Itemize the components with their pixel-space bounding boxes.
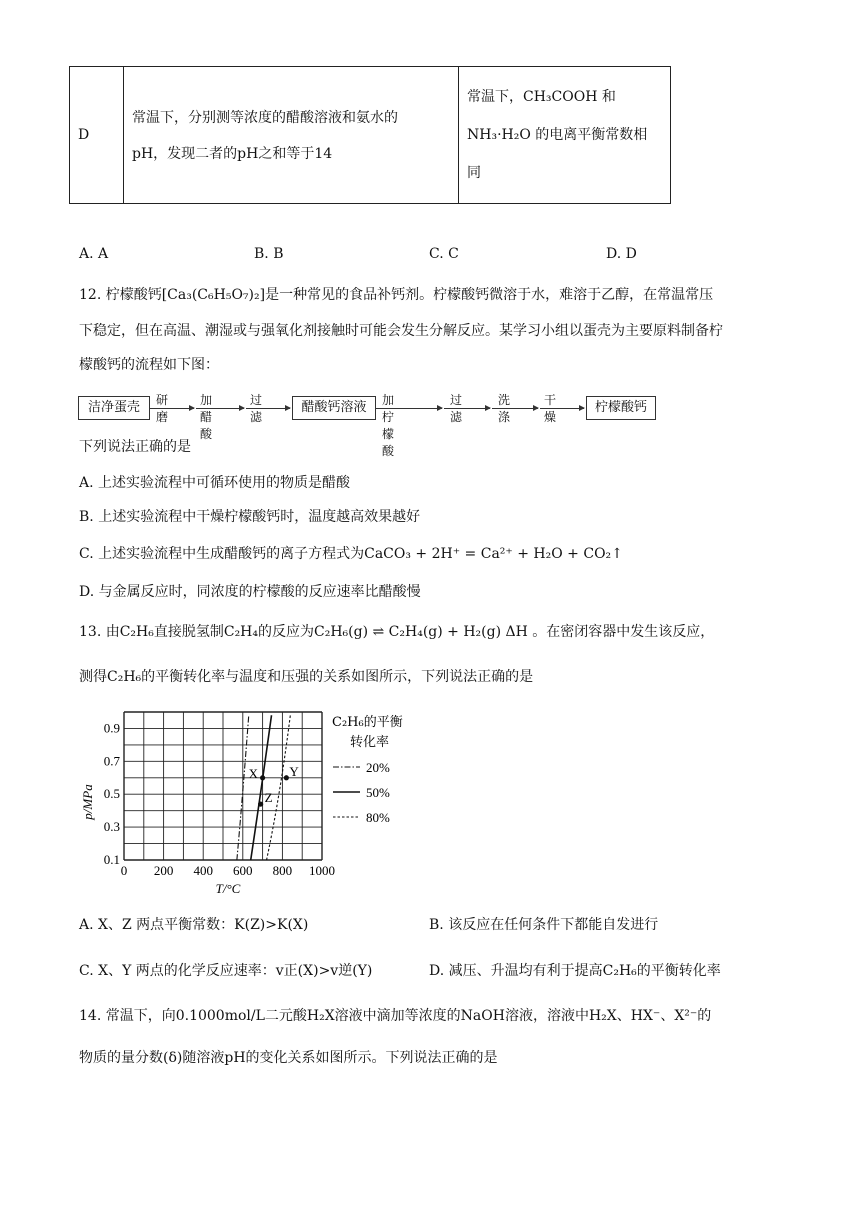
q13-option-d[interactable]: D. 减压、升温均有利于提高C₂H₆的平衡转化率 [429, 963, 721, 979]
y-tick-label: 0.9 [103, 720, 120, 736]
flow-box-eggshell: 洁净蛋壳 [78, 396, 150, 420]
x-axis-label: T/°C [215, 881, 241, 896]
flow-step-filter2: 过滤 [450, 393, 463, 424]
q12-stem-line1: 12. 柠檬酸钙[Ca₃(C₆H₅O₇)₂]是一种常见的食品补钙剂。柠檬酸钙微溶于水，难溶于乙醇，在常温常压 [79, 287, 714, 303]
flow-step-add-acetic: 加醋酸 [200, 393, 213, 441]
q14-stem-line2: 物质的量分数(δ)随溶液pH的变化关系如图所示。下列说法正确的是 [79, 1050, 498, 1066]
q12-stem-line3: 檬酸钙的流程如下图： [79, 357, 219, 373]
q13-option-c[interactable]: C. X、Y 两点的化学反应速率：v正(X)>v逆(Y) [79, 963, 373, 979]
options-table [69, 66, 671, 204]
point-Y [284, 775, 289, 780]
q13-stem-line1: 13. 由C₂H₆直接脱氢制C₂H₄的反应为C₂H₆(g) ⇌ C₂H₄(g) + H₂(g) ΔH 。在密闭容器中发生该反应， [79, 624, 715, 640]
x-tick-label: 800 [272, 863, 293, 878]
y-tick-label: 0.3 [103, 819, 120, 835]
q11-option-a[interactable]: A. A [79, 246, 109, 262]
row-label: D [70, 67, 124, 204]
legend-label: 80% [366, 810, 390, 825]
flow-step-dry: 干燥 [544, 393, 557, 424]
flow-step-add-citric: 加柠檬酸 [382, 393, 395, 458]
y-tick-label: 0.1 [103, 852, 120, 867]
q12-stem-line2: 下稳定，但在高温、潮湿或与强氧化剂接触时可能会发生分解反应。某学习小组以蛋壳为主要原料制备柠 [79, 323, 723, 339]
arrow-icon [246, 408, 290, 409]
chart-grid [124, 712, 322, 860]
point-X [260, 775, 265, 780]
chart-points [249, 764, 300, 807]
arrow-icon [492, 408, 538, 409]
q13-stem-line2: 测得C₂H₆的平衡转化率与温度和压强的关系如图所示，下列说法正确的是 [79, 669, 534, 685]
arrow-icon [444, 408, 490, 409]
arrow-icon [540, 408, 584, 409]
q12-prompt: 下列说法正确的是 [79, 439, 191, 455]
chart-legend [332, 715, 403, 825]
q11-option-d[interactable]: D. D [606, 246, 637, 262]
y-tick-label: 0.5 [103, 786, 120, 802]
x-tick-label: 200 [153, 863, 174, 878]
point-label: Z [264, 790, 273, 806]
q12-option-a[interactable]: A. 上述实验流程中可循环使用的物质是醋酸 [79, 475, 351, 491]
arrow-icon [196, 408, 244, 409]
flow-step-wash: 洗涤 [498, 393, 511, 424]
conclusion-line2: NH₃·H₂O 的电离平衡常数相 [467, 127, 648, 143]
legend-title-line1: C₂H₆的平衡 [332, 715, 403, 730]
q11-option-b[interactable]: B. B [254, 246, 284, 262]
flow-step-filter1: 过滤 [250, 393, 263, 424]
q14-stem-line1: 14. 常温下，向0.1000mol/L二元酸H₂X溶液中滴加等浓度的NaOH溶液，溶液中H₂X、HX⁻、X²⁻的 [79, 1008, 712, 1024]
conclusion-line3: 同 [467, 165, 481, 181]
conclusion-line1: 常温下，CH₃COOH 和 [467, 89, 616, 105]
point-Z [258, 801, 263, 806]
q13-option-a[interactable]: A. X、Z 两点平衡常数：K(Z)>K(X) [79, 917, 309, 933]
legend-label: 50% [366, 785, 390, 800]
arrow-icon [150, 408, 194, 409]
x-tick-label: 400 [193, 863, 213, 878]
legend-label: 20% [366, 760, 390, 775]
x-tick-label: 600 [233, 863, 253, 878]
y-tick-label: 0.7 [103, 753, 120, 769]
q13-option-b[interactable]: B. 该反应在任何条件下都能自发进行 [429, 917, 659, 933]
x-tick-label: 1000 [309, 863, 335, 878]
operation-cell [124, 67, 459, 204]
chart-ticks [104, 720, 335, 878]
series-curve-50% [248, 715, 272, 860]
conclusion-cell [459, 67, 671, 204]
y-axis-label: p/MPa [80, 784, 95, 820]
flow-box-calcium-acetate: 醋酸钙溶液 [292, 396, 376, 420]
conversion-chart [70, 700, 430, 905]
q12-option-b[interactable]: B. 上述实验流程中干燥柠檬酸钙时，温度越高效果越好 [79, 509, 421, 525]
legend-title-line2: 转化率 [350, 735, 390, 750]
q11-option-c[interactable]: C. C [429, 246, 459, 262]
operation-line1: 常温下，分别测等浓度的醋酸溶液和氨水的 [132, 110, 398, 126]
flow-step-grind: 研磨 [156, 393, 169, 424]
q12-option-d[interactable]: D. 与金属反应时，同浓度的柠檬酸的反应速率比醋酸慢 [79, 584, 421, 600]
arrow-icon [376, 408, 442, 409]
flow-box-calcium-citrate: 柠檬酸钙 [586, 396, 656, 420]
series-curve-80% [264, 715, 291, 860]
point-label: Y [289, 763, 299, 779]
table-row [70, 67, 671, 204]
x-tick-label: 0 [120, 863, 128, 878]
point-label: X [248, 765, 258, 781]
operation-line2: pH，发现二者的pH之和等于14 [132, 146, 333, 162]
q12-option-c[interactable]: C. 上述实验流程中生成醋酸钙的离子方程式为CaCO₃ + 2H⁺ = Ca²⁺ + H₂O + CO₂↑ [79, 546, 623, 562]
